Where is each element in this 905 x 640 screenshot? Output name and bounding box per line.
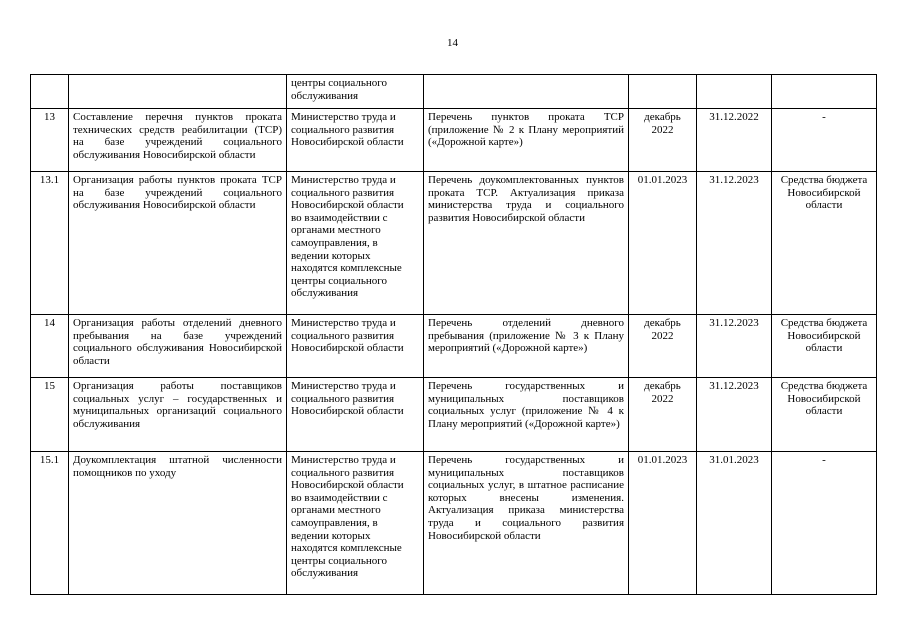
executor-line: органами местного bbox=[291, 504, 381, 517]
item-number-cell: 13 bbox=[31, 109, 69, 172]
start-date-cell: декабрь 2022 bbox=[629, 109, 697, 172]
event-cell: Составление перечня пунктов проката технических средств реабилитации (ТСР) на базе учреждений социального обслуживания Новосибирской области bbox=[69, 109, 287, 172]
page-number: 14 bbox=[447, 37, 458, 49]
executor-line: Новосибирской области bbox=[291, 479, 404, 492]
end-date-cell: 31.12.2022 bbox=[697, 109, 772, 172]
table-row bbox=[31, 315, 877, 378]
executor-line: центры социального bbox=[291, 77, 388, 89]
executor-line: социального развития bbox=[291, 466, 395, 479]
executor-cell bbox=[287, 315, 424, 378]
event-cell: Доукомплектация штатной численности помощников по уходу bbox=[69, 452, 287, 595]
table-row bbox=[31, 378, 877, 452]
item-number-cell: 15 bbox=[31, 378, 69, 452]
executor-line: самоуправления, в bbox=[291, 236, 378, 249]
funding-source-cell: - bbox=[772, 452, 877, 595]
executor-cell bbox=[287, 109, 424, 172]
executor-line: органами местного bbox=[291, 224, 381, 237]
executor-line: Министерство труда и bbox=[291, 317, 396, 329]
executor-line: Новосибирской области bbox=[291, 342, 404, 355]
executor-line: Министерство труда и bbox=[291, 454, 396, 466]
executor-line: Министерство труда и bbox=[291, 111, 396, 123]
start-date-cell: 01.01.2023 bbox=[629, 452, 697, 595]
item-number-cell: 15.1 bbox=[31, 452, 69, 595]
executor-line: социального развития bbox=[291, 123, 395, 136]
result-cell: Перечень отделений дневного пребывания (приложение № 3 к Плану мероприятий («Дорожной карте») bbox=[424, 315, 629, 378]
executor-line: социального развития bbox=[291, 186, 395, 199]
executor-line: Новосибирской области bbox=[291, 199, 404, 212]
funding-source-cell: Средства бюджета Новосибирской области bbox=[772, 172, 877, 315]
executor-line: ведении которых bbox=[291, 249, 371, 262]
result-cell bbox=[424, 75, 629, 109]
end-date-cell: 31.12.2023 bbox=[697, 315, 772, 378]
executor-line: ведении которых bbox=[291, 529, 371, 542]
event-cell: Организация работы поставщиков социальных услуг – государственных и муниципальных организаций социального обслуживания bbox=[69, 378, 287, 452]
end-date-cell: 31.01.2023 bbox=[697, 452, 772, 595]
executor-line: социального развития bbox=[291, 392, 395, 405]
executor-line: самоуправления, в bbox=[291, 516, 378, 529]
start-date-cell: декабрь 2022 bbox=[629, 315, 697, 378]
result-cell: Перечень государственных и муниципальных поставщиков социальных услуг, в штатное расписание которых внесены изменения. Актуализация приказа министерства труда и социального развития Новосибирской области bbox=[424, 452, 629, 595]
executor-line: обслуживания bbox=[291, 287, 359, 300]
table-row bbox=[31, 452, 877, 595]
executor-line: Министерство труда и bbox=[291, 380, 396, 392]
executor-line: во взаимодействии с bbox=[291, 211, 388, 224]
executor-line: социального развития bbox=[291, 329, 395, 342]
end-date-cell: 31.12.2023 bbox=[697, 378, 772, 452]
executor-cell bbox=[287, 378, 424, 452]
executor-cell bbox=[287, 75, 424, 109]
funding-source-cell bbox=[772, 75, 877, 109]
item-number-cell: 13.1 bbox=[31, 172, 69, 315]
plan-table-body bbox=[31, 75, 877, 595]
event-cell: Организация работы отделений дневного пребывания на базе учреждений социального обслуживания Новосибирской области bbox=[69, 315, 287, 378]
end-date-cell bbox=[697, 75, 772, 109]
funding-source-cell: Средства бюджета Новосибирской области bbox=[772, 378, 877, 452]
result-cell: Перечень доукомплектованных пунктов проката ТСР. Актуализация приказа министерства труда и социального развития Новосибирской области bbox=[424, 172, 629, 315]
table-row bbox=[31, 75, 877, 109]
executor-line: центры социального bbox=[291, 554, 388, 567]
table-row bbox=[31, 172, 877, 315]
table-row bbox=[31, 109, 877, 172]
start-date-cell bbox=[629, 75, 697, 109]
plan-table bbox=[30, 74, 877, 595]
item-number-cell: 14 bbox=[31, 315, 69, 378]
executor-line: Министерство труда и bbox=[291, 174, 396, 186]
executor-line: Новосибирской области bbox=[291, 405, 404, 418]
funding-source-cell: Средства бюджета Новосибирской области bbox=[772, 315, 877, 378]
executor-line: Новосибирской области bbox=[291, 136, 404, 149]
funding-source-cell: - bbox=[772, 109, 877, 172]
result-cell: Перечень государственных и муниципальных поставщиков социальных услуг (приложение № 4 к Плану мероприятий («Дорожной карте») bbox=[424, 378, 629, 452]
executor-cell bbox=[287, 452, 424, 595]
item-number-cell bbox=[31, 75, 69, 109]
executor-cell bbox=[287, 172, 424, 315]
result-cell: Перечень пунктов проката ТСР (приложение № 2 к Плану мероприятий («Дорожной карте») bbox=[424, 109, 629, 172]
executor-line: обслуживания bbox=[291, 567, 359, 580]
start-date-cell: декабрь 2022 bbox=[629, 378, 697, 452]
executor-line: находятся комплексные bbox=[291, 542, 402, 555]
start-date-cell: 01.01.2023 bbox=[629, 172, 697, 315]
executor-line: находятся комплексные bbox=[291, 262, 402, 275]
executor-line: во взаимодействии с bbox=[291, 491, 388, 504]
executor-line: центры социального bbox=[291, 274, 388, 287]
event-cell: Организация работы пунктов проката ТСР на базе учреждений социального обслуживания Новосибирской области bbox=[69, 172, 287, 315]
end-date-cell: 31.12.2023 bbox=[697, 172, 772, 315]
executor-line: обслуживания bbox=[291, 89, 359, 102]
event-cell bbox=[69, 75, 287, 109]
